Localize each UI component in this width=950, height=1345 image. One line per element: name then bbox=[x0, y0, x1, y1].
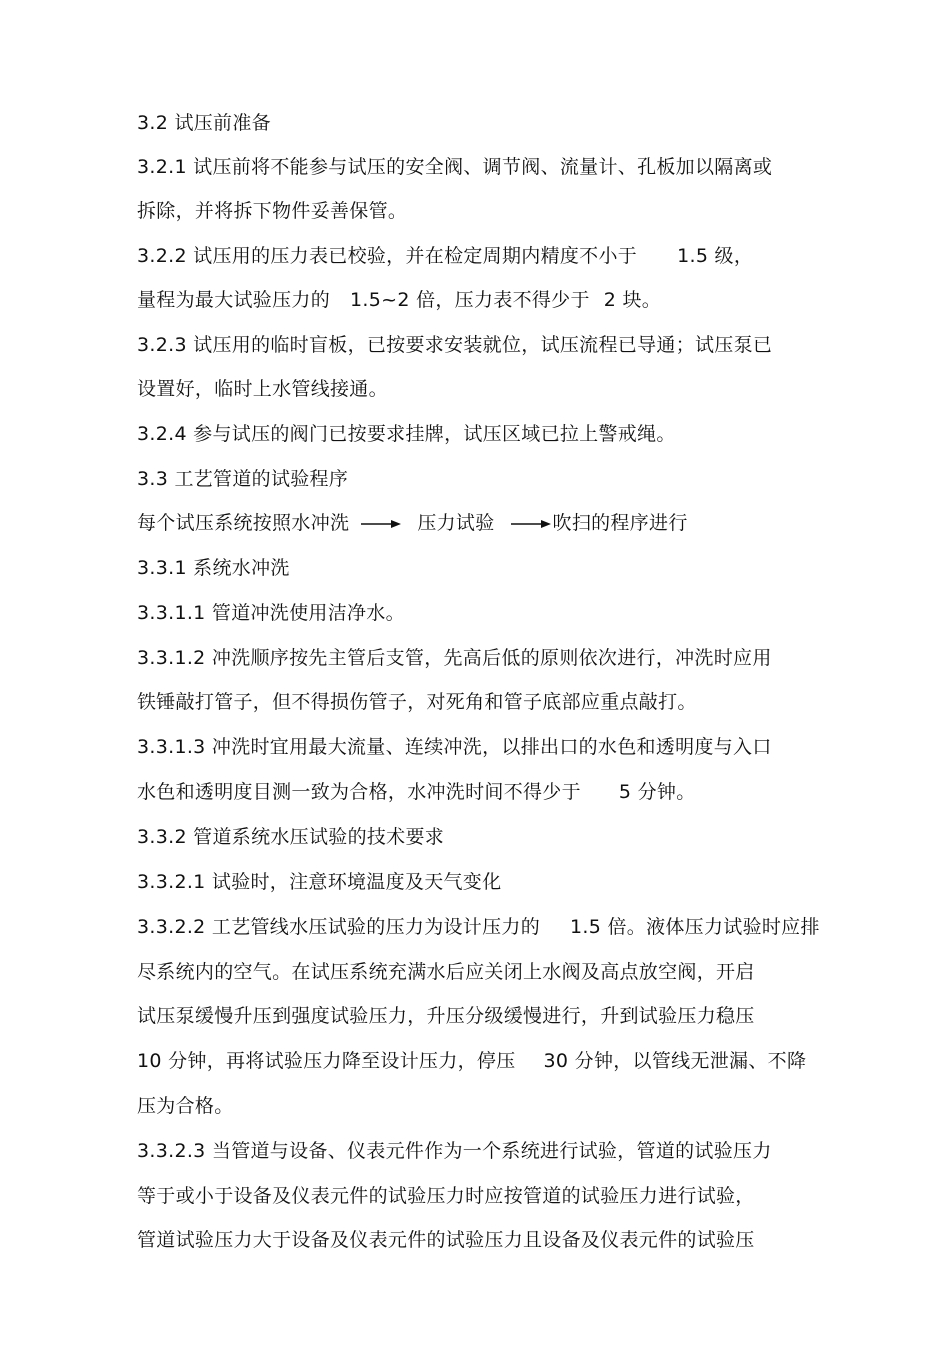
flow-step-purge: 吹扫的程序进行 bbox=[552, 512, 688, 534]
paragraph-3-3-1-3-line-2 bbox=[137, 780, 696, 804]
paragraph-text: 1.5~2 倍，压力表不得少于 bbox=[350, 289, 590, 311]
paragraph-3-3-2-1 bbox=[137, 870, 501, 894]
paragraph-text: 3.3.1.1 管道冲洗使用洁净水。 bbox=[137, 602, 405, 624]
flow-step-water-flush: 每个试压系统按照水冲洗 bbox=[137, 512, 350, 534]
paragraph-3-2-1-line-2 bbox=[137, 199, 407, 223]
paragraph-text: 量程为最大试验压力的 bbox=[137, 289, 331, 311]
paragraph-3-2-3-line-2 bbox=[137, 377, 388, 401]
heading-3-2-text: 3.2 试压前准备 bbox=[137, 112, 271, 134]
paragraph-3-2-2-line-1 bbox=[137, 244, 753, 268]
paragraph-3-3-2-2-line-1 bbox=[137, 915, 820, 939]
paragraph-text: 压为合格。 bbox=[137, 1095, 234, 1117]
paragraph-3-2-4 bbox=[137, 422, 676, 446]
paragraph-text: 水色和透明度目测一致为合格，水冲洗时间不得少于 bbox=[137, 781, 581, 803]
heading-3-3-1 bbox=[137, 556, 290, 580]
paragraph-3-3-1-2-line-1 bbox=[137, 646, 772, 670]
right-arrow-icon bbox=[511, 518, 551, 530]
paragraph-text: 3.3.1.3 冲洗时宜用最大流量、连续冲洗，以排出口的水色和透明度与入口 bbox=[137, 736, 772, 758]
paragraph-text: 尽系统内的空气。在试压系统充满水后应关闭上水阀及高点放空阀，开启 bbox=[137, 961, 755, 983]
paragraph-text: 3.3.1.2 冲洗顺序按先主管后支管，先高后低的原则依次进行，冲洗时应用 bbox=[137, 647, 772, 669]
flow-step-pressure-test: 压力试验 bbox=[417, 512, 495, 534]
paragraph-text: 3.2.2 试压用的压力表已校验，并在检定周期内精度不小于 bbox=[137, 245, 638, 267]
paragraph-3-2-3-line-1 bbox=[137, 333, 772, 357]
heading-3-3-2 bbox=[137, 825, 444, 849]
paragraph-text: 1.5 倍。液体压力试验时应排 bbox=[570, 916, 820, 938]
heading-3-2 bbox=[137, 111, 271, 135]
paragraph-3-3-2-2-line-4 bbox=[137, 1049, 806, 1073]
paragraph-text: 1.5 级， bbox=[677, 245, 754, 267]
paragraph-text: 3.3.2.1 试验时，注意环境温度及天气变化 bbox=[137, 871, 502, 893]
flow-sequence bbox=[137, 511, 688, 535]
paragraph-3-3-1-2-line-2 bbox=[137, 690, 697, 714]
paragraph-3-3-2-2-line-2 bbox=[137, 960, 755, 984]
paragraph-text: 3.2.1 试压前将不能参与试压的安全阀、调节阀、流量计、孔板加以隔离或 bbox=[137, 156, 773, 178]
paragraph-3-3-2-2-line-3 bbox=[137, 1004, 755, 1028]
paragraph-text: 5 分钟。 bbox=[618, 781, 696, 803]
heading-3-3-2-text: 3.3.2 管道系统水压试验的技术要求 bbox=[137, 826, 445, 848]
paragraph-text: 10 分钟，再将试验压力降至设计压力，停压 bbox=[137, 1050, 516, 1072]
paragraph-text: 拆除，并将拆下物件妥善保管。 bbox=[137, 200, 408, 222]
paragraph-text: 2 块。 bbox=[603, 289, 662, 311]
paragraph-3-3-1-3-line-1 bbox=[137, 735, 772, 759]
paragraph-3-2-1-line-1 bbox=[137, 155, 772, 179]
paragraph-text: 30 分钟，以管线无泄漏、不降 bbox=[543, 1050, 807, 1072]
paragraph-3-3-2-3-line-1 bbox=[137, 1139, 772, 1163]
paragraph-text: 3.3.2.3 当管道与设备、仪表元件作为一个系统进行试验，管道的试验压力 bbox=[137, 1140, 772, 1162]
paragraph-text: 管道试验压力大于设备及仪表元件的试验压力且设备及仪表元件的试验压 bbox=[137, 1229, 755, 1251]
heading-3-3-1-text: 3.3.1 系统水冲洗 bbox=[137, 557, 290, 579]
paragraph-3-3-2-2-line-5 bbox=[137, 1094, 234, 1118]
paragraph-text: 铁锤敲打管子，但不得损伤管子，对死角和管子底部应重点敲打。 bbox=[137, 691, 697, 713]
heading-3-3-text: 3.3 工艺管道的试验程序 bbox=[137, 468, 349, 490]
paragraph-3-3-2-3-line-3 bbox=[137, 1228, 755, 1252]
paragraph-text: 试压泵缓慢升压到强度试验压力，升压分级缓慢进行，升到试验压力稳压 bbox=[137, 1005, 755, 1027]
paragraph-3-2-2-line-2 bbox=[137, 288, 661, 312]
paragraph-text: 设置好，临时上水管线接通。 bbox=[137, 378, 388, 400]
paragraph-text: 3.2.4 参与试压的阀门已按要求挂牌，试压区域已拉上警戒绳。 bbox=[137, 423, 676, 445]
paragraph-3-3-1-1 bbox=[137, 601, 405, 625]
paragraph-text: 等于或小于设备及仪表元件的试验压力时应按管道的试验压力进行试验， bbox=[137, 1185, 755, 1207]
paragraph-text: 3.2.3 试压用的临时盲板，已按要求安装就位，试压流程已导通；试压泵已 bbox=[137, 334, 773, 356]
paragraph-text: 3.3.2.2 工艺管线水压试验的压力为设计压力的 bbox=[137, 916, 541, 938]
heading-3-3 bbox=[137, 467, 348, 491]
right-arrow-icon bbox=[361, 518, 401, 530]
paragraph-3-3-2-3-line-2 bbox=[137, 1184, 755, 1208]
